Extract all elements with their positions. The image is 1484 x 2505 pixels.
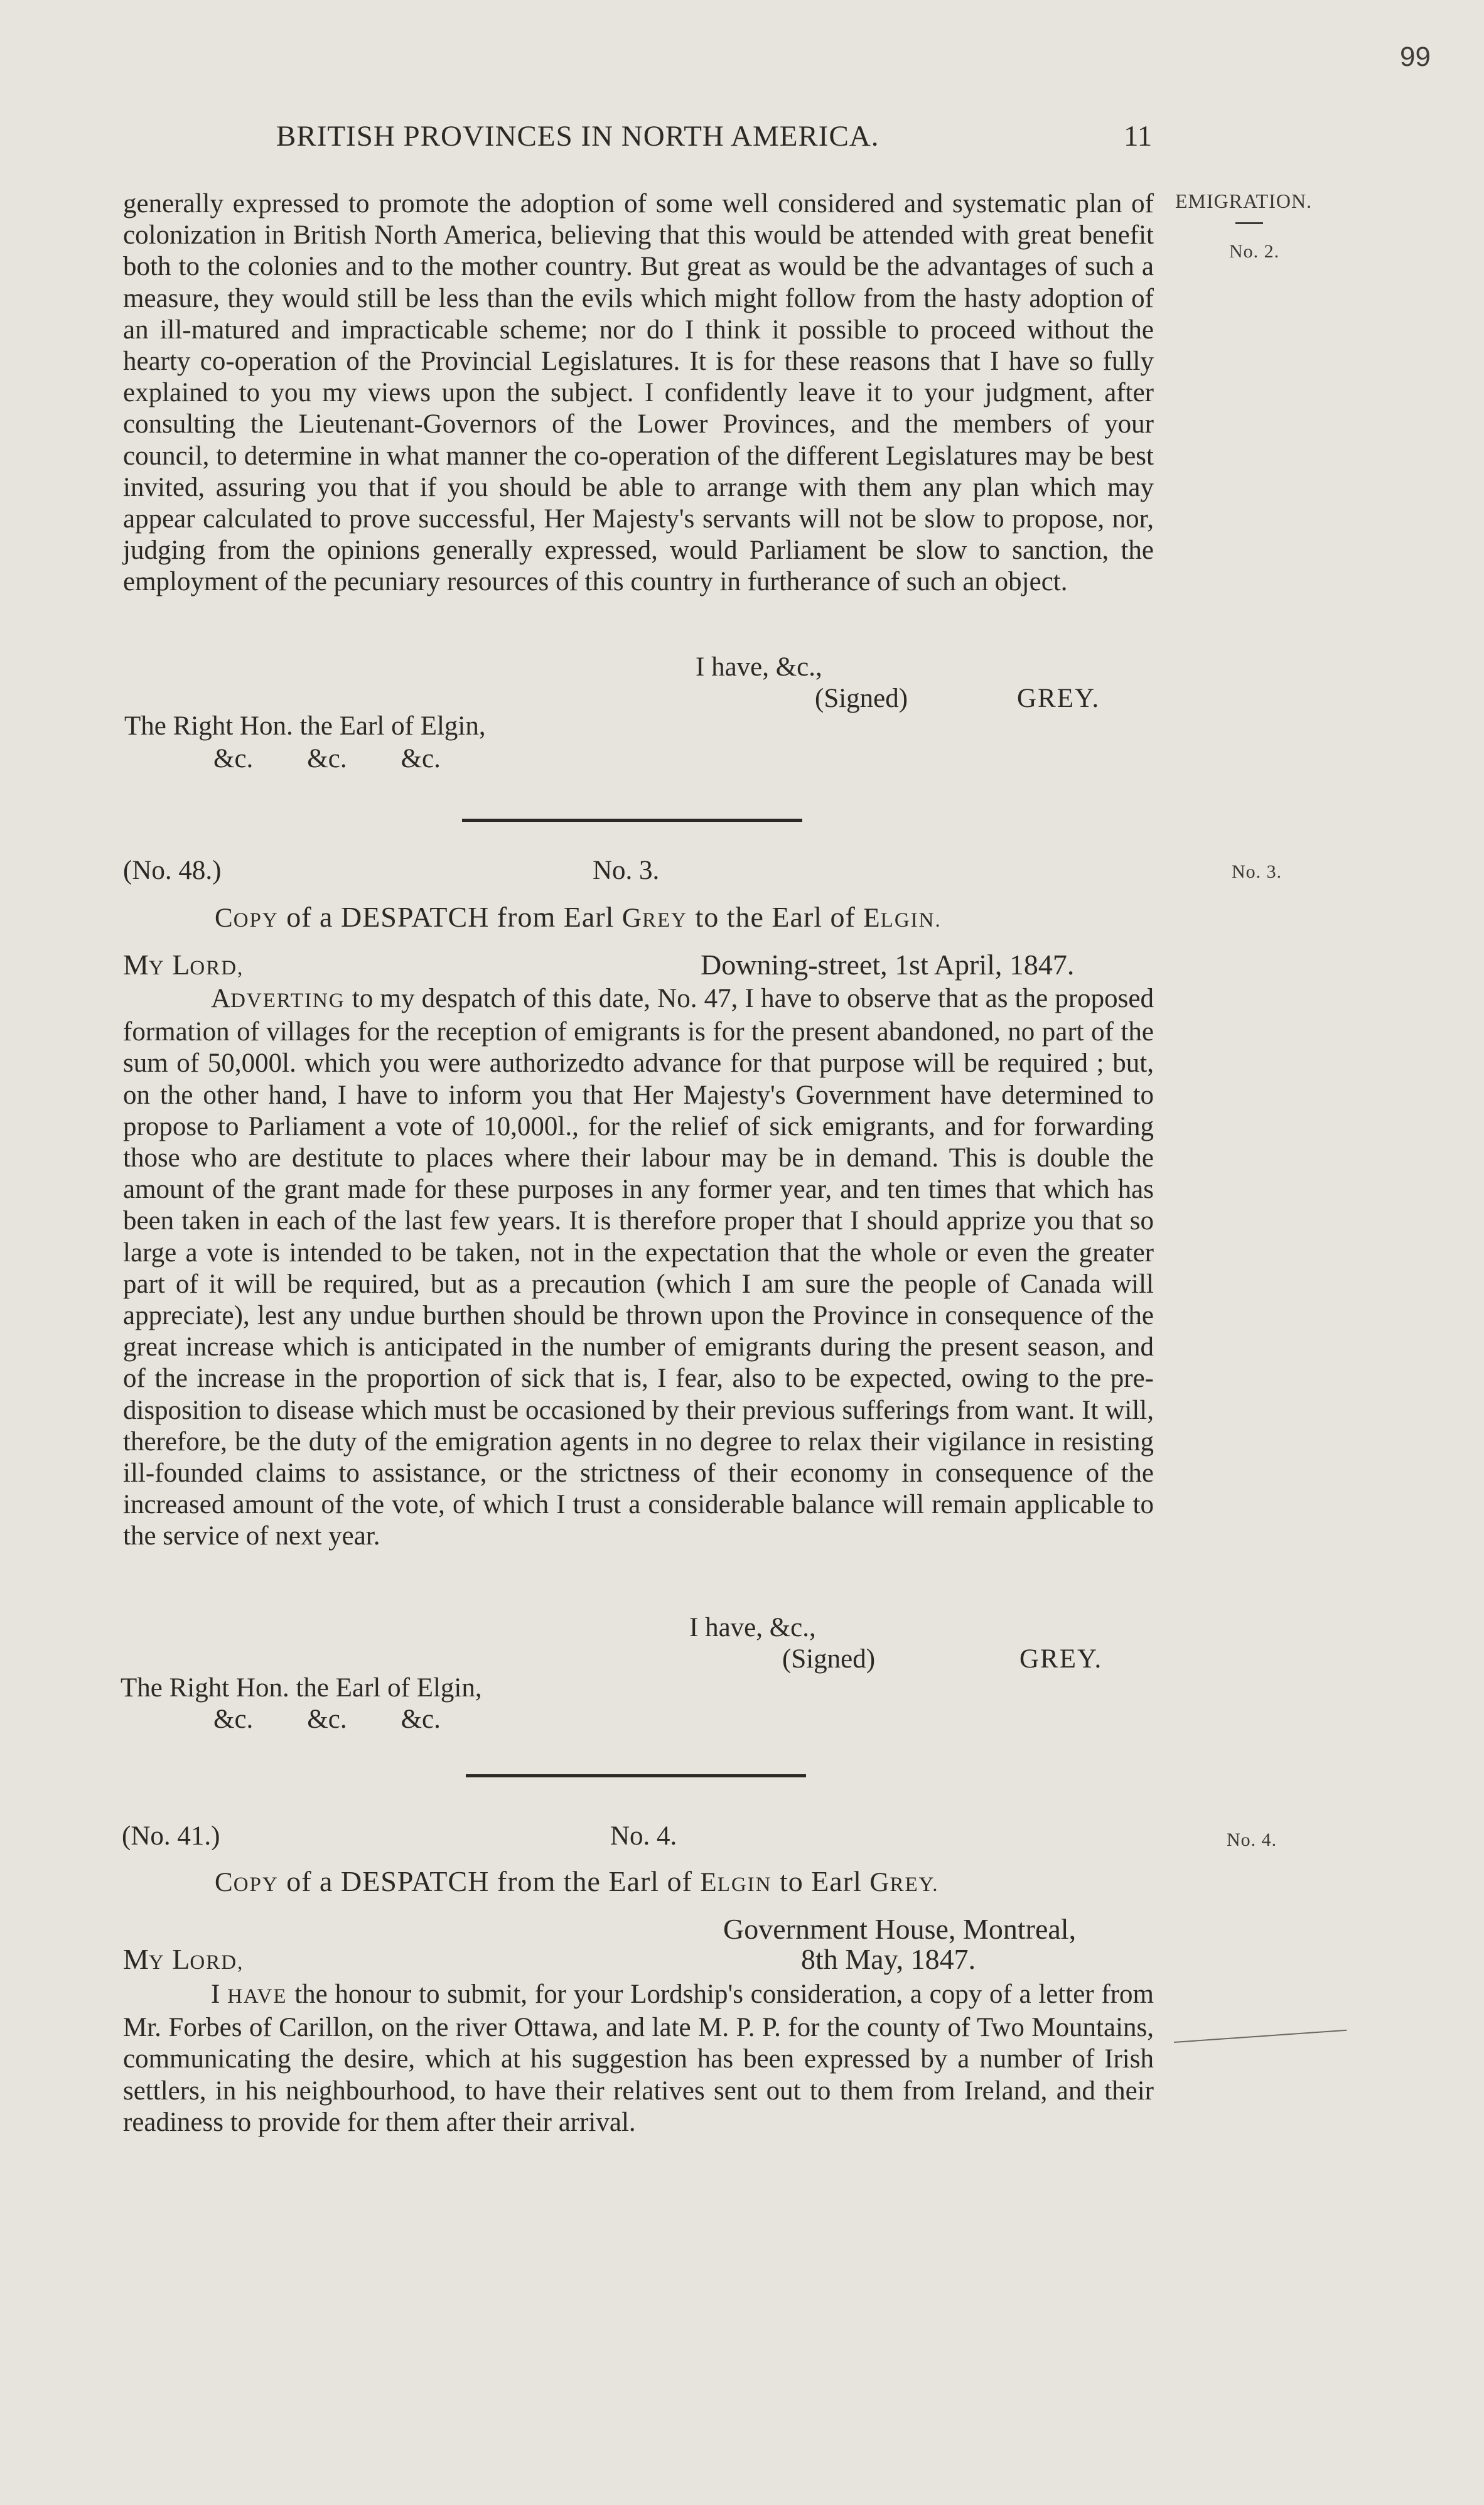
margin-pointer-line <box>1174 2030 1347 2043</box>
margin-rule <box>1235 222 1263 224</box>
margin-note-emigration: EMIGRATION. <box>1175 190 1313 212</box>
despatch-3-dateline: Downing-street, 1st April, 1847. <box>701 949 1075 981</box>
despatch-3-etc: &c. &c. &c. <box>213 1705 441 1734</box>
despatch-2-i-have: I have, &c., <box>696 652 822 682</box>
section-divider <box>462 819 802 822</box>
despatch-2-body <box>123 188 1154 598</box>
despatch-4-title: COPY of a DESPATCH from the Earl of ELGIN to Earl GREY. <box>215 1865 939 1897</box>
running-head-title: BRITISH PROVINCES IN NORTH AMERICA. <box>276 120 879 153</box>
margin-note-no3: No. 3. <box>1232 861 1282 882</box>
despatch-3-signed: (Signed) <box>782 1644 876 1674</box>
despatch-3-i-have: I have, &c., <box>689 1613 816 1642</box>
despatch-3-ref: (No. 48.) <box>123 856 222 885</box>
despatch-3-title: COPY of a DESPATCH from Earl GREY to the Earl of ELGIN. <box>215 901 942 933</box>
despatch-3-paragraph: ADVERTING to my despatch of this date, No. 47, I have to observe that as the proposed formation of villages for the reception of emigrants is for the present abandoned, no part of the sum of 50,000l. which you were authorizedto advance for that purpose will be required ; but, on the other hand, I have to inform you that Her Majesty's Government have determined to propose to Parliament a vote of 10,000l., for the relief of sick emigrants, and for forwarding those who are destitute to places where their labour may be in demand. This is double the amount of the grant made for these purposes in any former year, and ten times that which has been taken in each of the last few years. It is therefore proper that I should apprize you that so large a vote is intended to be taken, not in the expectation that the whole or even the greater part of it will be required, but as a precaution (which I am sure the people of Canada will appreciate), lest any undue burthen should be thrown upon the Province in consequence of the great increase which is anticipated in the number of emigrants during the present season, and of the increase in the proportion of sick that is, I fear, also to be expected, owing to the pre-disposition to disease which must be occasioned by their previous sufferings from want. It will, therefore, be the duty of the emigration agents in no degree to relax their vigilance in resisting ill-founded claims to assistance, or the strictness of their economy in consequence of the increased amount of the vote, of which I trust a considerable balance will remain applicable to the service of next year. <box>123 984 1154 1551</box>
section-divider <box>466 1774 806 1777</box>
despatch-2-signature: GREY. <box>1017 684 1100 713</box>
page-number-stamp: 99 <box>1400 41 1431 72</box>
despatch-2-signed: (Signed) <box>815 684 908 713</box>
despatch-4-body <box>123 1979 1154 2138</box>
despatch-4-number: No. 4. <box>610 1821 677 1851</box>
despatch-4-ref: (No. 41.) <box>122 1821 220 1851</box>
despatch-2-addressee: The Right Hon. the Earl of Elgin, <box>124 711 486 741</box>
margin-note-no2: No. 2. <box>1229 241 1280 262</box>
despatch-3-body <box>123 983 1154 1553</box>
folio-number: 11 <box>1124 120 1153 153</box>
despatch-4-paragraph: I HAVE the honour to submit, for your Lordship's consideration, a copy of a letter from Mr. Forbes of Carillon, on the river Ottawa, and late M. P. P. for the county of Two Mountains, communicating the desire, which at his suggestion has been expressed by a number of Irish settlers, in his neighbourhood, to have their relatives sent out to them from Ireland, and their readiness to provide for them after their arrival. <box>123 1980 1154 2137</box>
margin-note-no4: No. 4. <box>1227 1829 1277 1850</box>
despatch-3-salutation: MY LORD, <box>123 949 244 981</box>
despatch-2-etc: &c. &c. &c. <box>213 744 441 773</box>
despatch-4-date: 8th May, 1847. <box>801 1943 976 1975</box>
despatch-3-number: No. 3. <box>593 856 660 885</box>
despatch-2-paragraph: generally expressed to promote the adoption of some well considered and systematic plan of colonization in British North America, believing that this would be attended with great benefit both to the colonies and to the mother country. But great as would be the advantages of such a measure, they would still be less than the evils which might follow from the hasty adoption of an ill-matured and impracticable scheme; nor do I think it possible to proceed without the hearty co-operation of the Provincial Legislatures. It is for these reasons that I have so fully explained to you my views upon the subject. I confidently leave it to your judgment, after consulting the Lieutenant-Governors of the Lower Provinces, and the members of your council, to determine in what manner the co-operation of the different Legislatures may be best invited, assuring you that if you should be able to arrange with them any plan which may appear calculated to prove successful, Her Majesty's servants will not be slow to propose, nor, judging from the opinions generally expressed, would Parliament be slow to sanction, the employment of the pecuniary resources of this country in furtherance of such an object. <box>123 189 1154 597</box>
despatch-3-signature: GREY. <box>1019 1644 1103 1674</box>
despatch-4-place: Government House, Montreal, <box>723 1913 1077 1945</box>
despatch-3-addressee: The Right Hon. the Earl of Elgin, <box>121 1673 482 1703</box>
despatch-4-salutation: MY LORD, <box>123 1943 244 1975</box>
